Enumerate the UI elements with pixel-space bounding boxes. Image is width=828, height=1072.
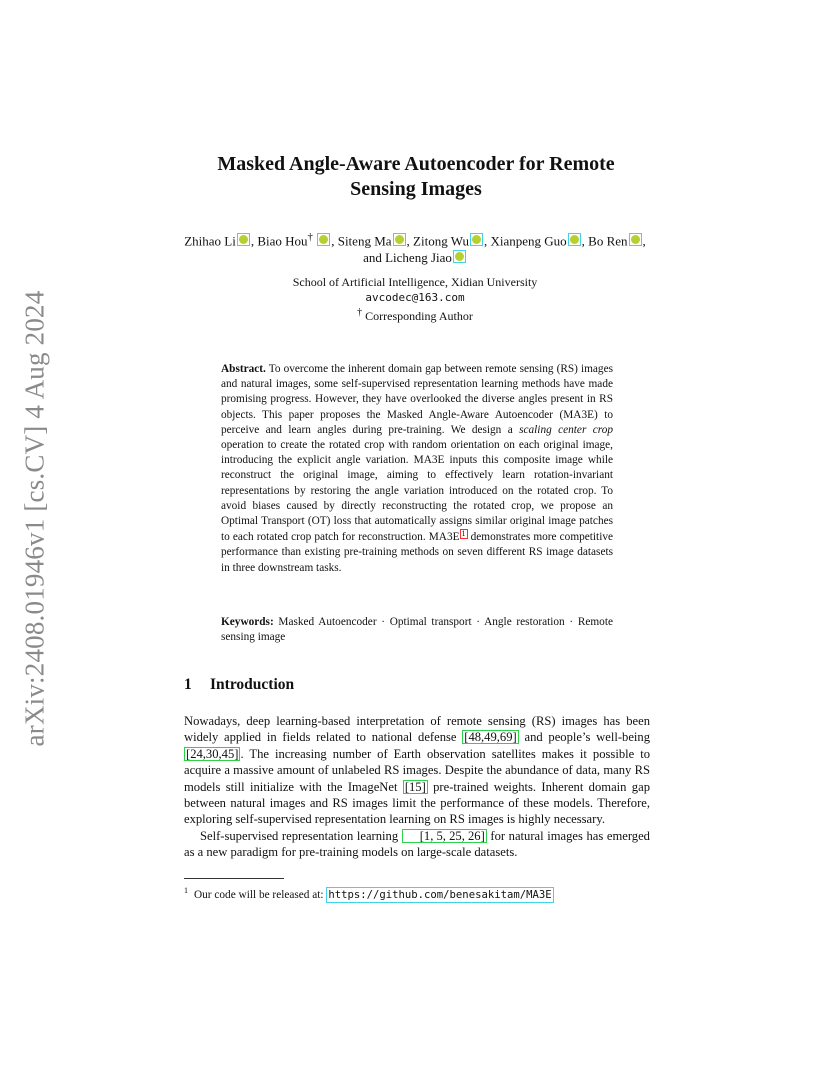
citation-link[interactable]: [48,49,69] — [464, 730, 517, 745]
footnote-text: Our code will be released at: — [194, 888, 327, 901]
citation-link[interactable]: [15] — [404, 779, 426, 794]
author-name: Bo Ren — [588, 233, 628, 249]
author-separator: , and — [363, 233, 646, 266]
orcid-icon[interactable] — [629, 233, 642, 246]
paragraph-text: Nowadays, deep learning-based interpretation of remote sensing (RS) images has been widely applied in fields related to national defense — [184, 714, 650, 745]
author-separator: , — [406, 233, 414, 249]
keywords — [221, 615, 613, 645]
body-text — [184, 713, 650, 861]
section-number: 1 — [184, 676, 192, 693]
orcid-icon[interactable] — [568, 233, 581, 246]
abstract-text: demonstrates more competitive performance than existing pre-training methods on seven different RS image datasets in three downstream tasks. — [221, 531, 613, 574]
author-name: Xianpeng Guo — [490, 233, 567, 249]
author-separator: , — [483, 233, 491, 249]
title-line-2: Sensing Images — [350, 178, 482, 200]
orcid-icon[interactable] — [237, 233, 250, 246]
author-name: Zhihao Li — [184, 233, 236, 249]
paragraph-text: . The increasing number of Earth observation satellites makes it possible to acquire a massive amount of unlabeled RS images. Despite the abundance of data, many RS models still initialize with the ImageNet — [184, 746, 650, 794]
arxiv-identifier-stamp — [20, 288, 50, 748]
author-list — [180, 229, 650, 266]
orcid-icon[interactable] — [393, 233, 406, 246]
section-heading — [184, 676, 294, 694]
citation-link[interactable]: [24,30,45] — [186, 746, 239, 761]
author-name: Biao Hou — [257, 233, 308, 249]
affiliation-block — [200, 275, 630, 324]
orcid-icon[interactable] — [470, 233, 483, 246]
corresponding-dagger: † — [307, 231, 313, 243]
arxiv-id-text: arXiv:2408.01946v1 [cs.CV] 4 Aug 2024 — [19, 290, 50, 746]
footnote-mark: 1 — [184, 886, 188, 895]
abstract-emphasis: scaling center crop — [519, 423, 614, 436]
paragraph-text: pre-trained weights. Inherent domain gap between natural images and RS images limit the performance of these models. Therefore, exploring self-supervised representation learning on RS images is highly necessary. — [184, 779, 650, 827]
paper-title — [150, 152, 682, 202]
citation-link[interactable]: [1, 5, 25, 26] — [402, 829, 487, 843]
author-separator: , — [581, 233, 589, 249]
orcid-icon[interactable] — [453, 250, 466, 263]
author-separator: , — [250, 233, 258, 249]
footnote-rule — [184, 878, 284, 879]
author-name: Licheng Jiao — [385, 250, 452, 266]
paragraph — [184, 713, 650, 828]
abstract-text: To overcome the inherent domain gap between remote sensing (RS) images and natural images, some self-supervised representation learning methods have made promising progress. However, they have overlooked the diverse angles present in RS objects. This paper proposes the Masked Angle-Aware Autoencoder (MA3E) to perceive and learn angles during pre-training. We design a — [221, 363, 613, 436]
keywords-label: Keywords: — [221, 616, 274, 628]
institution: School of Artificial Intelligence, Xidian University — [292, 275, 538, 289]
paragraph-text: for natural images has emerged as a new paradigm for pre-training models on large-scale datasets. — [184, 828, 650, 860]
footnote — [184, 884, 554, 903]
paragraph — [184, 828, 650, 861]
title-line-1: Masked Angle-Aware Autoencoder for Remote — [217, 153, 615, 175]
corresponding-text: Corresponding Author — [362, 309, 473, 323]
corresponding-note — [200, 305, 630, 324]
abstract-text: operation to create the rotated crop with random orientation on each original image, introducing the explicit angle variation. MA3E inputs this composite image while reconstruct the original image, aiming to effectively learn rotation-invariant representations by restoring the angle variation introduced on the rotated crop. To avoid biases caused by directly reconstructing the rotated crop, we propose an Optimal Transport (OT) loss that automatically assigns similar original image patches to each rotated crop patch for reconstruction. MA3E — [221, 439, 613, 544]
section-title: Introduction — [210, 676, 295, 693]
author-name: Siteng Ma — [337, 233, 392, 249]
author-separator: , — [331, 233, 338, 249]
footnote-link[interactable]: 1 — [461, 529, 466, 539]
orcid-icon[interactable] — [317, 233, 330, 246]
abstract — [221, 362, 613, 576]
author-email: avcodec@163.com — [365, 291, 465, 304]
dagger-mark: † — [357, 307, 363, 318]
abstract-label: Abstract. — [221, 363, 266, 375]
keywords-text: Masked Autoencoder · Optimal transport · Angle restoration · Remote sensing image — [221, 616, 613, 644]
paragraph-text: Self-supervised representation learning — [200, 828, 402, 843]
paragraph-text: and people’s well-being — [518, 730, 650, 745]
code-url-link[interactable]: https://github.com/benesakitam/MA3E — [328, 888, 552, 901]
author-name: Zitong Wu — [413, 233, 469, 249]
